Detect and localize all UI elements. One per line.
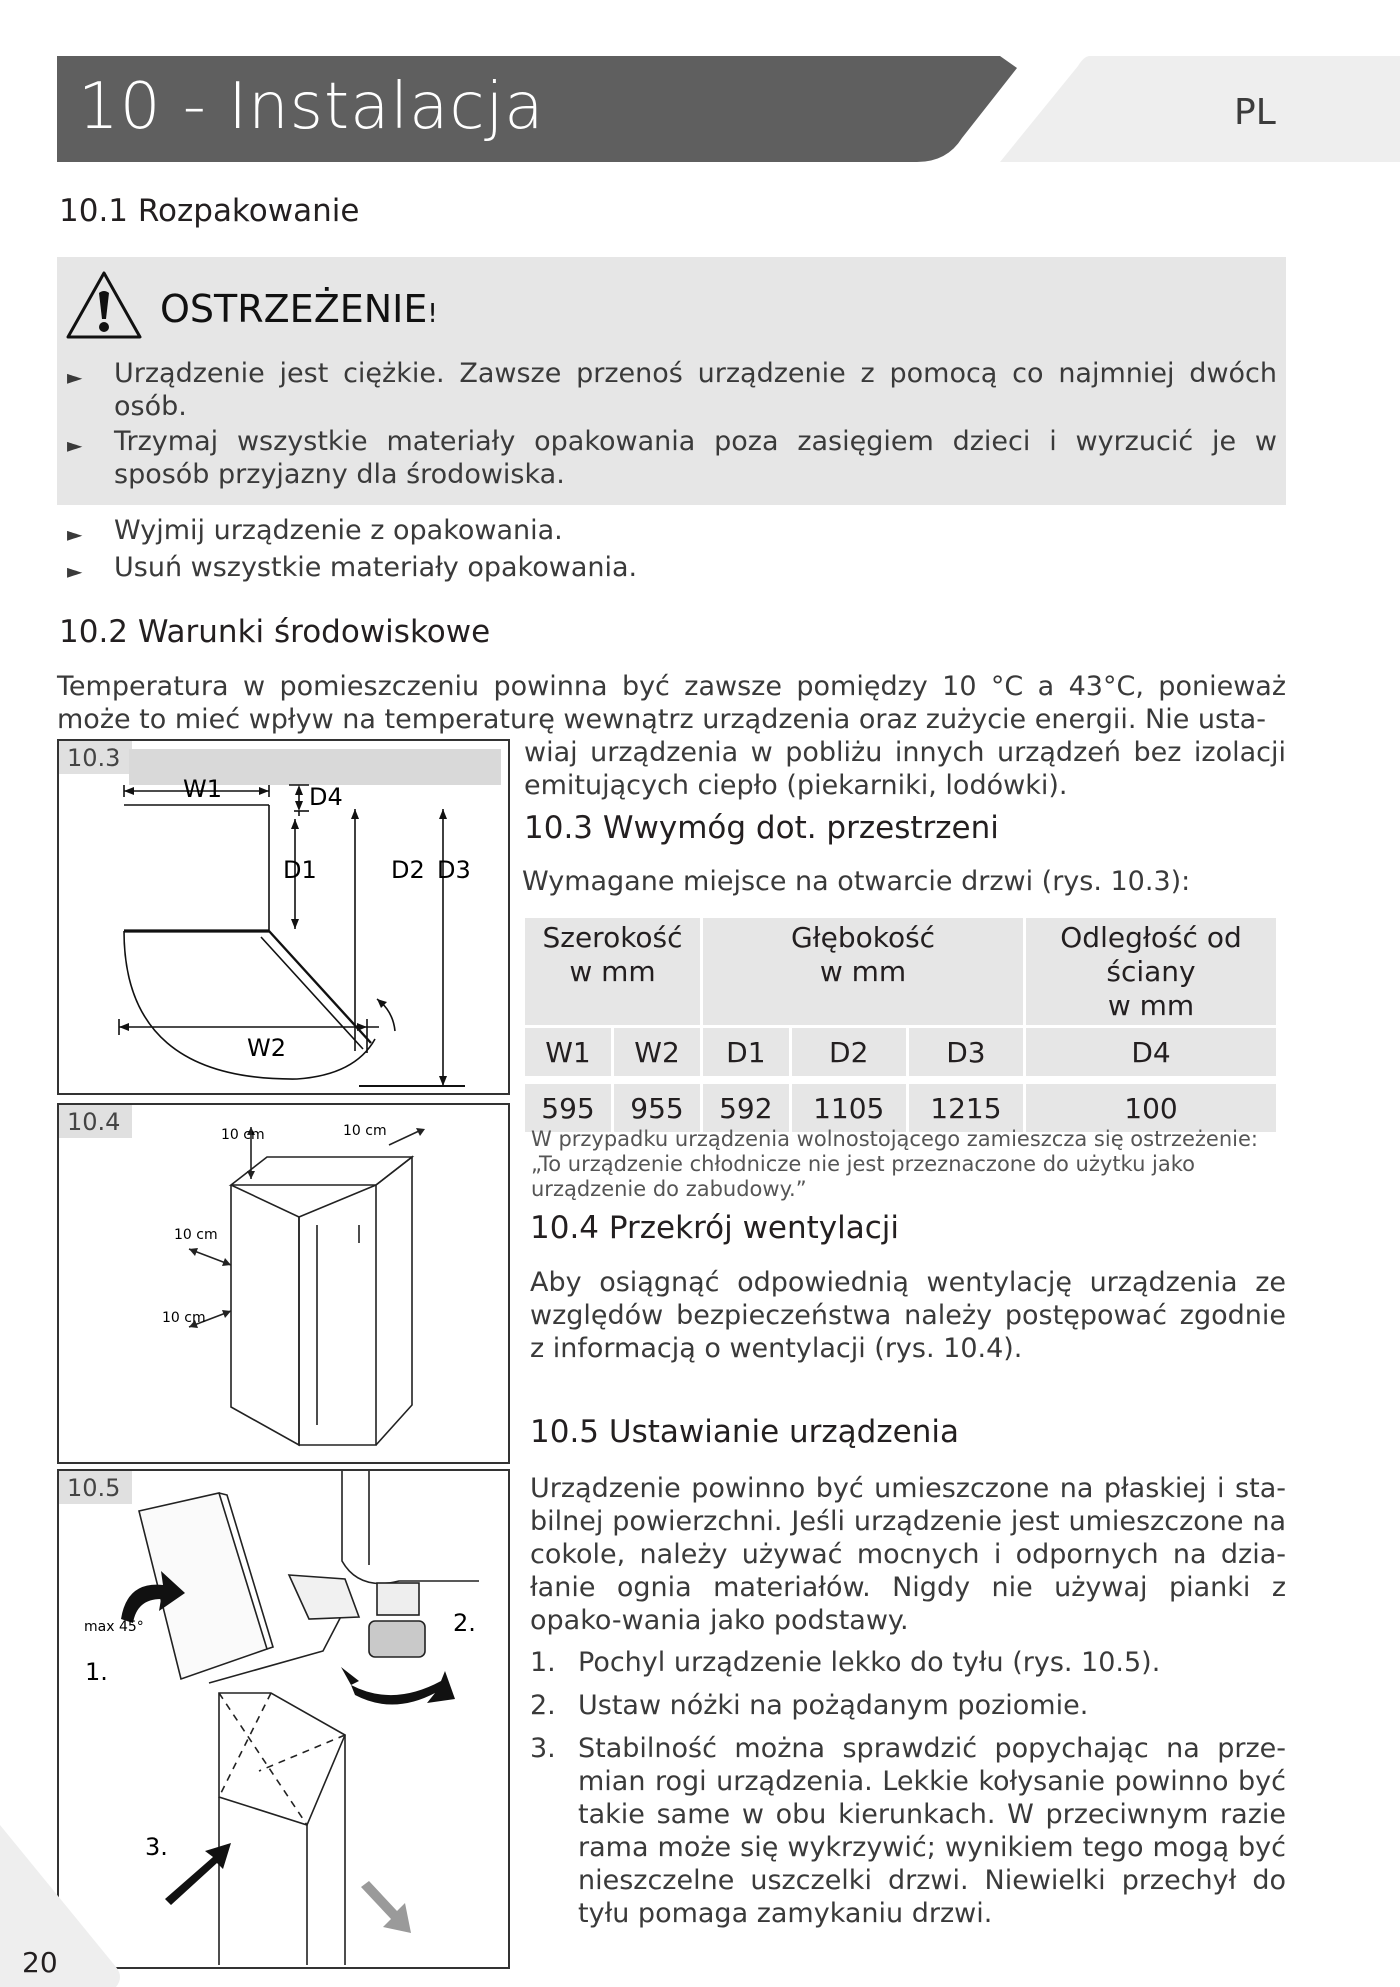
paragraph-ventilation: Aby osiągnąć odpowiednią wentylację urządzenia ze względów bezpieczeństwa należy postępować zgodnie z informacją o wentylacji (rys. 10.4). <box>530 1267 1286 1364</box>
vent-dim-side: 10 cm <box>174 1227 218 1243</box>
list-item: 2. Ustaw nóżki na pożądanym poziomie. <box>530 1690 1089 1721</box>
step-item: ► Wyjmij urządzenie z opakowania. <box>57 514 1277 551</box>
bullet-arrow-icon: ► <box>67 365 83 389</box>
vent-dim-top: 10 cm <box>221 1127 265 1143</box>
ventilation-diagram <box>59 1105 508 1462</box>
freestanding-note: W przypadku urządzenia wolnostojącego zamieszcza się ostrzeżenie: „To urządzenie chłodnicze nie jest przeznaczone do użytku jako urządzenie do zabudowy.” <box>531 1127 1258 1201</box>
header-width: Szerokość <box>542 921 683 954</box>
bullet-arrow-icon: ► <box>67 559 83 583</box>
warning-exclaim: ! <box>427 299 438 329</box>
paragraph-environment: Temperatura w pomieszczeniu powinna być zawsze pomiędzy 10 °C a 43°C, ponieważ może to mieć wpływ na temperaturę wewnątrz urządzenia oraz zużycie energii. Nie usta- <box>57 671 1286 735</box>
paragraph-environment-cont: wiaj urządzenia w pobliżu innych urządzeń bez izolacji emitujących ciepło (piekarniki, lodówki). <box>524 737 1286 801</box>
bullet-arrow-icon: ► <box>67 433 83 457</box>
placement-steps <box>530 1646 1286 1940</box>
header-wall-unit: w mm <box>1107 989 1195 1022</box>
val-d1: 592 <box>703 1084 789 1132</box>
dim-d3: D3 <box>437 856 471 884</box>
dim-d1: D1 <box>283 856 317 884</box>
warning-triangle-icon <box>65 269 143 341</box>
col-d1: D1 <box>703 1028 789 1076</box>
fig-step-3: 3. <box>145 1833 168 1861</box>
dim-w2: W2 <box>247 1034 286 1062</box>
space-intro: Wymagane miejsce na otwarcie drzwi (rys. 10.3): <box>522 866 1191 897</box>
header-tab-light <box>1000 56 1400 162</box>
dim-d2: D2 <box>391 856 425 884</box>
warning-box <box>57 257 1286 505</box>
figure-label: 10.3 <box>59 741 132 774</box>
dim-w1: W1 <box>183 775 222 803</box>
list-item: 1. Pochyl urządzenie lekko do tyłu (rys. 10.5). <box>530 1647 1161 1678</box>
door-clearance-diagram <box>59 741 508 1093</box>
dimensions-table <box>525 918 1279 1132</box>
warning-title: OSTRZEŻENIE <box>160 287 428 331</box>
paragraph-placement: Urządzenie powinno być umieszczone na płaskiej i sta-bilnej powierzchni. Jeśli urządzenie jest umieszczone na cokole, należy używać mocnych i odpornych na dzia-łanie ognia materiałów. Nigdy nie używaj pianki z opako-wania jako podstawy. <box>530 1473 1286 1636</box>
section-title-10-1: 10.1 Rozpakowanie <box>59 193 360 229</box>
header-depth: Głębokość <box>790 921 936 954</box>
warning-item: ► Trzymaj wszystkie materiały opakowania poza zasięgiem dzieci i wyrzucić je w sposób przyjazny dla środowiska. <box>57 425 1277 491</box>
dim-d4: D4 <box>309 783 343 811</box>
col-d3: D3 <box>909 1028 1023 1076</box>
table-col-row <box>525 1028 1276 1076</box>
page-number: 20 <box>22 1946 58 1979</box>
tilt-angle: max 45° <box>84 1619 144 1635</box>
section-title-10-3: 10.3 Wwymóg dot. przestrzeni <box>524 810 999 846</box>
step-item: ► Usuń wszystkie materiały opakowania. <box>57 551 1277 588</box>
col-d2: D2 <box>792 1028 906 1076</box>
levelling-diagram <box>59 1471 508 1967</box>
figure-label: 10.4 <box>59 1105 132 1138</box>
warning-item: ► Urządzenie jest ciężkie. Zawsze przenoś urządzenie z pomocą co najmniej dwóch osób. <box>57 357 1277 423</box>
vent-dim-bottom: 10 cm <box>162 1310 206 1326</box>
col-w1: W1 <box>525 1028 611 1076</box>
section-title-10-2: 10.2 Warunki środowiskowe <box>59 614 491 650</box>
figure-10-4 <box>57 1103 510 1464</box>
header-wall: Odległość od <box>1060 921 1242 954</box>
bullet-arrow-icon: ► <box>67 522 83 546</box>
chapter-title: 10 - Instalacja <box>78 70 545 144</box>
language-code: PL <box>1234 92 1276 133</box>
val-d2: 1105 <box>792 1084 906 1132</box>
header-width-unit: w mm <box>569 955 656 988</box>
header-depth-unit: w mm <box>819 955 907 988</box>
fig-step-1: 1. <box>85 1658 108 1686</box>
header-wall-2: ściany <box>1106 955 1196 988</box>
vent-dim-back: 10 cm <box>343 1123 387 1139</box>
val-w2: 955 <box>614 1084 700 1132</box>
table-value-row <box>525 1084 1276 1132</box>
figure-label: 10.5 <box>59 1471 132 1504</box>
val-w1: 595 <box>525 1084 611 1132</box>
val-d4: 100 <box>1026 1084 1276 1132</box>
col-w2: W2 <box>614 1028 700 1076</box>
list-item: 3. Stabilność można sprawdzić popychając na prze-mian rogi urządzenia. Lekkie kołysanie powinno być takie same w obu kierunkach. W przeciwnym razie rama może się wykrzywić; wynikiem tego mogą być nieszczelne uszczelki drzwi. Niewielki przechył do tyłu pomaga zamykaniu drzwi. <box>530 1733 1286 1929</box>
footer-corner-shape <box>0 1825 126 1987</box>
section-title-10-5: 10.5 Ustawianie urządzenia <box>530 1414 959 1450</box>
col-d4: D4 <box>1026 1028 1276 1076</box>
fig-step-2: 2. <box>453 1609 476 1637</box>
figure-10-3 <box>57 739 510 1095</box>
val-d3: 1215 <box>909 1084 1023 1132</box>
table-header-row <box>525 918 1276 1025</box>
section-title-10-4: 10.4 Przekrój wentylacji <box>530 1210 900 1246</box>
